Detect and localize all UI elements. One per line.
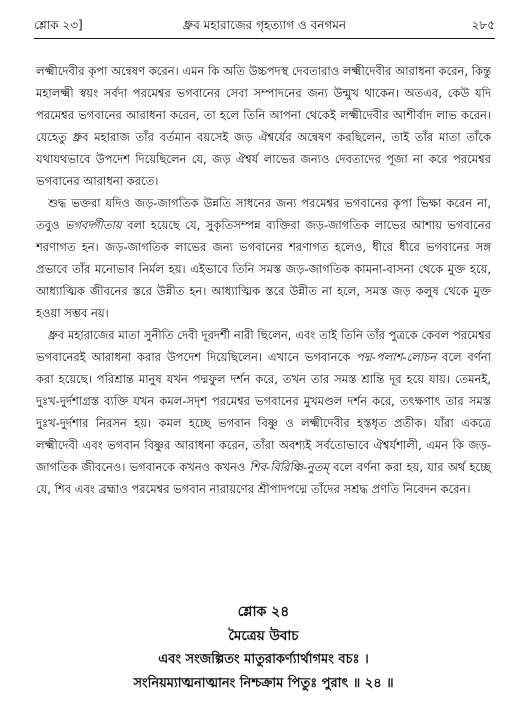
purport-text (36, 60, 491, 500)
paragraph-1: লক্ষ্মীদেবীর কৃপা অন্বেষণ করেন। এমন কি অতি উচ্চপদস্থ দেবতারাও লক্ষ্মীদেবীর আরাধনা করেন, কিন্তু মহালক্ষ্মী স্বয়ং সর্বদা পরমেশ্বর ভগবানের সেবা সম্পাদনের জন্য উন্মুখ থাকেন। অতএব, কেউ যদি পরমেশ্বর ভগবানের আরাধনা করেন, তা হলে তিনি আপনা থেকেই লক্ষ্মীদেবীর আশীর্বাদ লাভ করেন। যেহেতু ধ্রুব মহারাজ তাঁর বর্তমান বয়সেই জড় ঐশ্বর্যের অন্বেষণ করছিলেন, তাই তাঁর মাতা তাঁকে যথাযথভাবে উপদেশ দিয়েছিলেন যে, জড় ঐশ্বর্য লাভের জন্যও দেবতাদের পূজা না করে পরমেশ্বর ভগবানের আরাধনা করতে। (36, 64, 491, 188)
verse-line-1: এবং সংজল্পিতং মাতুরাকর্ণ্যার্থাগমং বচঃ । (158, 652, 369, 667)
page-number: ২৮৫ (471, 18, 495, 32)
italic-term: শিব-বিরিঞ্চি-নুতম্‌ (249, 460, 329, 474)
verse-line-2: সংনিয়ম্যাত্মনাত্মানং নিশ্চক্রাম পিতুঃ পুরাৎ ॥ ২৪ ॥ (133, 676, 394, 691)
header-rule (34, 38, 495, 39)
paragraph-3: ধ্রুব মহারাজের মাতা সুনীতি দেবী দূরদর্শী নারী ছিলেন, এবং তাই তিনি তাঁর পুত্রকে কেবল পরমেশ্বর ভগবানেরই আরাধনা করার উপদেশ দিয়েছিলেন। এখানে ভগবানকে পদ্ম-পলাশ-লোচন বলে বর্ণনা করা হয়েছে। পরিশ্রান্ত মানুষ যখন পদ্মফুল দর্শন করে, তখন তার সমস্ত শ্রান্তি দূর হয়ে যায়। তেমনই, দুঃখ-দুর্দশাগ্রস্ত ব্যক্তি যখন কমল-সদৃশ পরমেশ্বর ভগবানের মুখমণ্ডল দর্শন করে, তৎক্ষণাৎ তার সমস্ত দুঃখ-দুর্দশার নিরসন হয়। কমল হচ্ছে ভগবান বিষ্ণু ও লক্ষ্মীদেবীর হস্তধৃত প্রতীক। যাঁরা একত্রে লক্ষ্মীদেবী এবং ভগবান বিষ্ণুর আরাধনা করেন, তাঁরা অবশ্যই সর্বতোভাবে ঐশ্বর্যশালী, এমন কি জড়-জাগতিক জীবনেও। ভগবানকে কখনও কখনও শিব-বিরিঞ্চি-নুতম্‌ বলে বর্ণনা করা হয়, যার অর্থ হচ্ছে যে, শিব এবং ব্রহ্মাও পরমেশ্বর ভগবান নারায়ণের শ্রীপাদপদ্মে তাঁদের সশ্রদ্ধ প্রণতি নিবেদন করেন। (36, 328, 492, 496)
verse-block (36, 600, 491, 696)
italic-term: ভগবদ্গীতায় (64, 218, 122, 232)
running-header (34, 14, 495, 36)
chapter-title: ধ্রুব মহারাজের গৃহত্যাগ ও বনগমন (182, 18, 347, 32)
verse-reference: শ্লোক ২৩] (34, 18, 83, 32)
paragraph-2: শুদ্ধ ভক্তরা যদিও জড়-জাগতিক উন্নতি সাধনের জন্য পরমেশ্বর ভগবানের কৃপা ভিক্ষা করেন না, তবুও ভগবদ্গীতায় বলা হয়েছে যে, সুকৃতিসম্পন্ন ব্যক্তিরা জড়-জাগতিক লাভের আশায় ভগবানের শরণাগত হন। জড়-জাগতিক লাভের জন্য ভগবানের শরণাগত হলেও, ধীরে ধীরে ভগবানের সঙ্গ প্রভাবে তাঁর মনোভাব নির্মল হয়। এইভাবে তিনি সমস্ত জড়-জাগতিক কামনা-বাসনা থেকে মুক্ত হয়ে, আধ্যাত্মিক জীবনের স্তরে উন্নীত হন। আধ্যাত্মিক স্তরে উন্নীত না হলে, সমস্ত জড় কলুষ থেকে মুক্ত হওয়া সম্ভব নয়। (36, 196, 491, 320)
verse-number: শ্লোক ২৪ (237, 604, 290, 620)
italic-term: পদ্ম-পলাশ-লোচন (355, 350, 437, 364)
verse-speaker: মৈত্রেয় উবাচ (228, 628, 299, 644)
